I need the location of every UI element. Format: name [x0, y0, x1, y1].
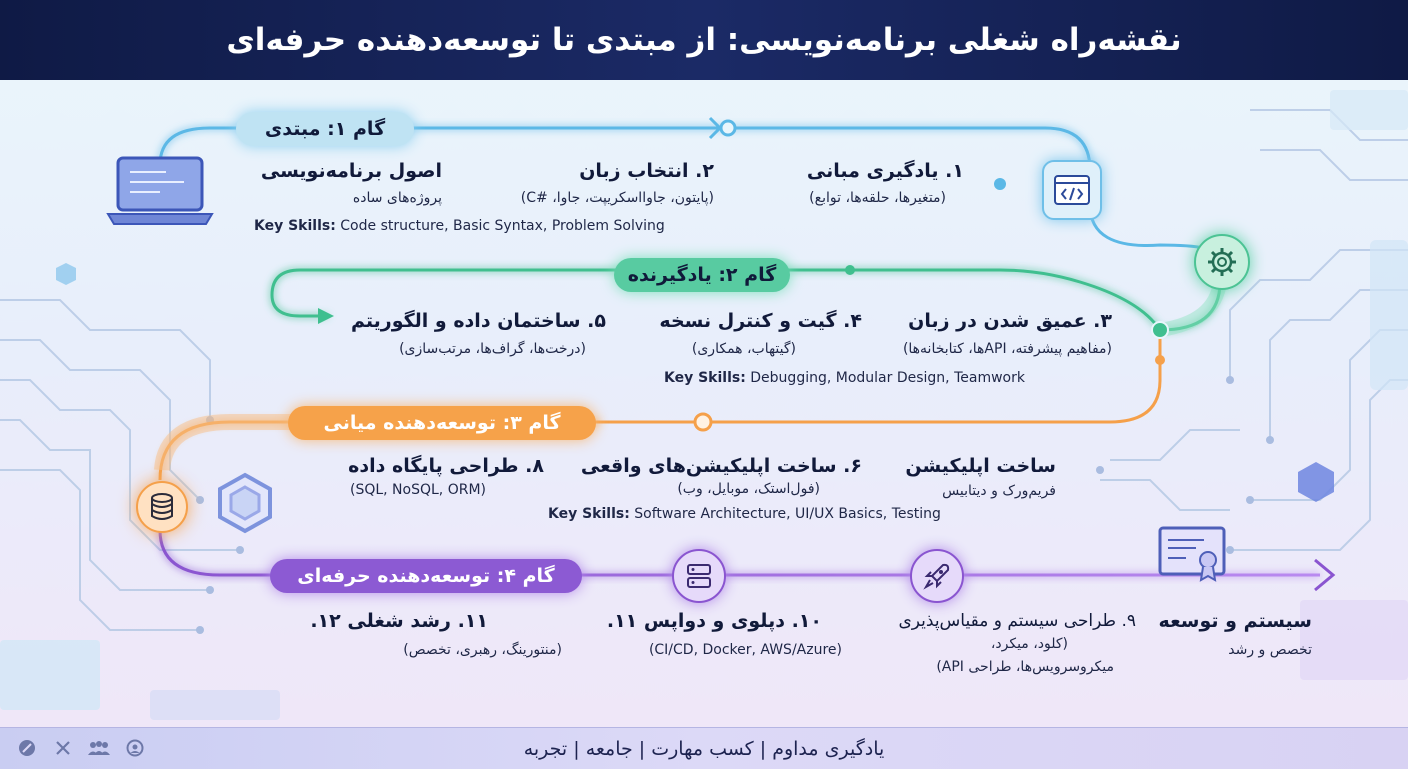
step-10-desc: (CI/CD, Docker, AWS/Azure) [648, 642, 842, 658]
stage-3-label: گام ۳: توسعه‌دهنده میانی [288, 406, 596, 440]
step-5-title: ۵. ساختمان داده و الگوریتم [350, 310, 606, 332]
footer-motto: یادگیری مداوم | کسب مهارت | جامعه | تجربه [523, 737, 885, 760]
step-2-title: ۲. انتخاب زبان [579, 160, 714, 182]
community-icon[interactable] [88, 737, 110, 759]
step-1-title: ۱. یادگیری مبانی [806, 160, 964, 182]
stage-2-label: گام ۲: یادگیرنده [614, 258, 790, 292]
stage-2-key-skills: Key Skills: Debugging, Modular Design, Teamwork [664, 370, 1025, 386]
step-build-app-desc: فریم‌ورک و دیتابیس [942, 483, 1056, 499]
step-10-title: ۱۰. دپلوی و دواپس ۱۱. [606, 610, 822, 632]
hexagon-icon [216, 472, 274, 534]
code-window-icon [1042, 160, 1102, 220]
step-build-app-title: ساخت اپلیکیشن [905, 455, 1056, 477]
step-6-desc: (فول‌استک، موبایل، وب) [677, 481, 820, 497]
step-system-desc: تخصص و رشد [1228, 642, 1312, 658]
page-title: نقشه‌راه شغلی برنامه‌نویسی: از مبتدی تا توسعه‌دهنده حرفه‌ای [226, 22, 1182, 58]
stage-1-key-skills: Key Skills: Code structure, Basic Syntax, Problem Solving [254, 218, 665, 234]
step-9-title: ۹. طراحی سیستم و مقیاس‌پذیری [898, 611, 1136, 631]
step-11-desc: (منتورینگ، رهبری، تخصص) [403, 642, 562, 658]
step-4-desc: (گیتهاب، همکاری) [691, 341, 796, 357]
step-2-desc: (پایتون، جاوااسکریپت، جاوا، #C) [520, 190, 714, 206]
step-3-title: ۳. عمیق شدن در زبان [908, 310, 1112, 332]
rocket-icon [910, 549, 964, 603]
footer-bar [0, 727, 1408, 769]
x-icon[interactable] [52, 737, 74, 759]
blog-icon[interactable] [16, 737, 38, 759]
stage-4-label: گام ۴: توسعه‌دهنده حرفه‌ای [270, 559, 582, 593]
server-icon [672, 549, 726, 603]
step-3-desc: (مفاهیم پیشرفته، APIها، کتابخانه‌ها) [902, 341, 1112, 357]
step-11-title: ۱۱. رشد شغلی ۱۲. [310, 610, 488, 632]
hexagon-icon [55, 262, 77, 286]
step-5-desc: (درخت‌ها، گراف‌ها، مرتب‌سازی) [399, 341, 586, 357]
step-9-desc-2: میکروسرویس‌ها، طراحی API) [936, 659, 1114, 675]
hexagon-icon [1296, 460, 1336, 504]
step-9-desc: (کلود، میکرد، [990, 636, 1068, 652]
header-bar [0, 0, 1408, 80]
step-basics-title: اصول برنامه‌نویسی [260, 160, 442, 182]
step-basics-desc: پروژه‌های ساده [352, 190, 442, 206]
stage-1-label: گام ۱: مبتدی [236, 112, 414, 146]
step-8-desc: (SQL, NoSQL, ORM) [349, 482, 486, 498]
certificate-icon [1156, 524, 1228, 586]
laptop-icon [106, 154, 214, 228]
database-icon [136, 481, 188, 533]
step-8-title: ۸. طراحی پایگاه داده [348, 455, 544, 477]
social-links [16, 737, 146, 759]
support-icon[interactable] [124, 737, 146, 759]
step-system-title: سیستم و توسعه [1158, 610, 1312, 632]
gear-icon [1194, 234, 1250, 290]
step-6-title: ۶. ساخت اپلیکیشن‌های واقعی [580, 455, 862, 477]
step-4-title: ۴. گیت و کنترل نسخه [659, 310, 862, 332]
stage-3-key-skills: Key Skills: Software Architecture, UI/UX Basics, Testing [548, 506, 941, 522]
step-1-desc: (متغیرها، حلقه‌ها، توابع) [809, 190, 946, 206]
